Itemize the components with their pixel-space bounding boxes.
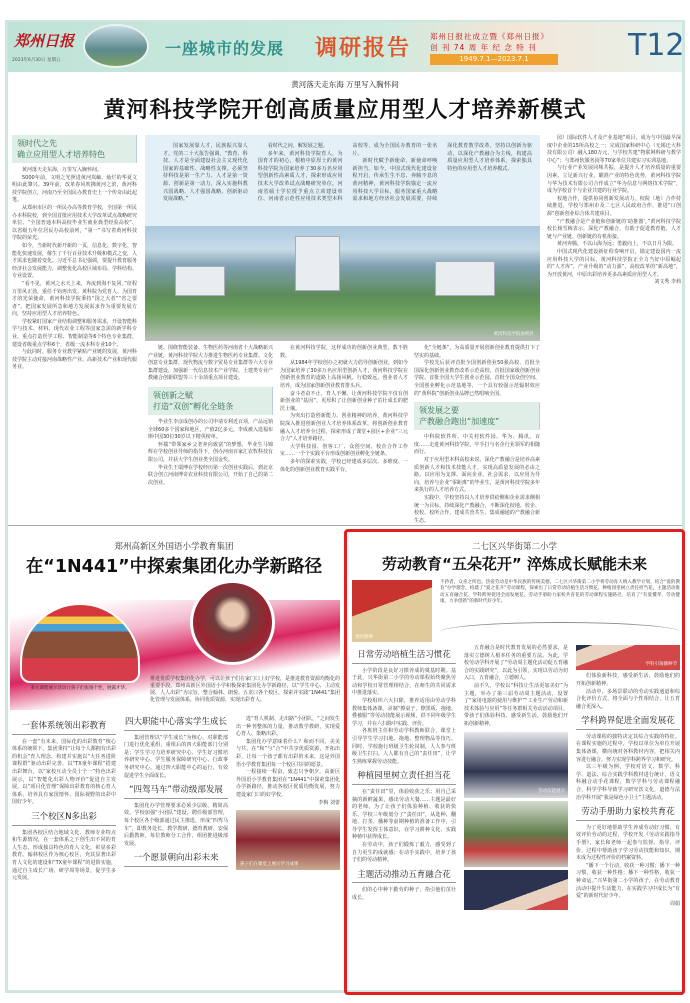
banner-slogan: 一座城市的发展 <box>165 39 285 58</box>
byline: 刘文秀 李莉 <box>654 279 681 286</box>
photo-caption: 爱的播种 <box>355 635 373 640</box>
campus-photo <box>145 226 540 341</box>
paragraph: 集团化办学管理要求必须少层级、精简高效。学校加强“小团队”建设，聘任级部管理，每个校区各个级部通过民主推选，形成“四驾马车”，即教务处长、教学教研、德育教研、安保后勤教师，每位教师分工合作，组团推进级部发展。 <box>124 802 228 847</box>
paragraph: 大学科技园、创客工厂、众创空间、校企合作工作室……一个个实践平台形成创新创业孵化全链条。 <box>280 443 408 458</box>
subheading: 四大职能中心落实学生成长 <box>124 716 228 731</box>
article-headline: 劳动教育“五朵花开” 淬炼成长赋能未来 <box>382 555 647 573</box>
planting-photo <box>352 580 432 642</box>
section-heading: 领发展之要 产教融合跑出“加速度” <box>414 402 540 430</box>
paragraph: 学校先后获评首批全国创新创业50强高校、首批全国深化创新创业教育改革示范高校、首批国家级创新创业学院、首批全国大学生创业示范园、首批全国众创空间、全国创业孵化示范基地等，一个具有较强示范辐射效应的“黄科院”创新创业品牌已然唱响全国。 <box>414 360 540 397</box>
decorative-curve <box>440 622 680 642</box>
paragraph: 校地合作，提供协同创新发展动力。校院（地）合作持续推进，学校与郑州市及二七区人民政府合作，推进“口创源”创新创业综合体共建项目。 <box>547 195 681 217</box>
paragraph: 与此同时，服务专业教学紧贴产业链的发展，黄河科技学院主动对接河南战略性产业、高新技术产业和现代服务业。 <box>12 349 138 371</box>
city-skyline-image <box>83 24 149 68</box>
teachers-group-photo <box>190 580 275 665</box>
article-kicker: 黄河落天走东海 万里写入胸怀间 <box>291 80 399 89</box>
paragraph: 五育融合是时代教育发展的必然要求，是落实立德树人根本任务的重要方法。为此，学校劳动学科开展了“劳动周主题化活动促五育融合的实践研究”，以此为引领，实现以劳动为切入口，五育融合，立德树人。 <box>464 645 568 682</box>
paragraph: 国家发展靠人才，民族振兴靠人才。党的二十大报告强调，“教育、科技、人才是全面建设社会主义现代化国家的基础性、战略性支撑。必须坚持科技是第一生产力、人才是第一资源、创新是第一动力，深入实施科教兴国战略、人才强国战略、创新驱动发展战略。” <box>163 143 248 203</box>
paragraph: 黄河奔腾，不以山海为远；勇毅向上，不以日月为限。 <box>557 241 678 248</box>
subheading: 种植园里树立责任担当花 <box>352 770 456 785</box>
photo-caption: 劳动技能展示 <box>538 788 565 794</box>
paragraph: “产教融合是产业链和创新链的‘助推器’，”黄河科技学院校长杨雪梅表示，深化产教融合，有助于促进教育链、人才链与产业链、创新链的有机衔接。 <box>547 218 681 240</box>
article-column <box>414 345 540 524</box>
subheading: 学科跨界促进全面发展花 <box>576 715 680 730</box>
paragraph: 为了更好地帮助学生养成劳动好习惯，有效评价劳动的过程，学校开发《劳动实践指导手册》，家长和老师一起参与监督、指导、评价，过程中帮助孩子学习劳动技能和知识，期末成为过程性评价的档案资料。 <box>576 824 680 862</box>
photo-caption: 孩子们在课堂上展示学习成果 <box>240 861 299 867</box>
article-body <box>12 716 340 988</box>
paragraph: “看不见，黄河之水天上来，奔流到海不复回。”征程万里风正劲，重任千钧再出发。黄科院为党育人、为国育才的光荣使命，黄河科技学院秉持“国之大者”“省之要者”，把国家发展所急和地方发展需求作为重要发展方向，坚持应用型人才培养特色。 <box>12 280 138 318</box>
byline: 周娟 <box>669 900 680 907</box>
subheading: 一个愿景朝向出彩未来 <box>124 852 228 867</box>
paragraph: 在“责任田”里，体验收获之乐；用自己采摘的新鲜蔬果，感出劳动大餐……主题是最好的老师。为了让孩子们体验种植、收获的快乐，学校三年级划分了“责任田”，从选种、翻地、打垄、播种等前期种植的准备工作中，引导学生发挥主体意识，在学习耕种文化、实践种植中获得成长。 <box>352 788 456 841</box>
section-heading: 领时代之先 确立应用型人才培养特色 <box>12 135 137 163</box>
page-number: T12 <box>628 28 685 63</box>
paragraph: 5000年前，文明之光照进黄河岚岫，灿烂的华夏文明由此肇兴。39年前，改革春风吹拂黄河之滨，黄河科技学院创立，河南乃至全国民办教育史上一个传奇由此起笔。 <box>12 174 138 204</box>
paragraph: 小学阶段是良好习惯养成的奠基时期。基于此，兴华街第二小学的劳动课程始终聚焦劳动和学校日常管理相结合，在师生的共同需求中推进落实。 <box>352 667 456 697</box>
paragraph: 链、围绕智能装备、生物医药等河南省十大战略新兴产业链，黄河科技学院大力推进生物医药专业集群、文化创意专业集群、现代物流与数字贸易专业集群等六大专业集群建设，加强新一代信息技术产业学院、土建类专业产教融合创新联盟等三十余项重点项目建设。 <box>148 345 274 382</box>
paragraph: 在一套“有未来、国际化的出彩教育”核心体系的统领下，集团秉持“让每个人都拥有出彩的机会”育人理念，构建并实施以“大任务进阶课程群”驱动出彩完善，以“TX童年课程”搭建出彩舞台，以“家校互动全员十个一”特色出彩展示，以“智能化出彩人物评价”促进自主发展，以“项目化管理”保障出彩教育的核心育人体系，培养具有家国情怀、国际视野的出彩中国好少年。 <box>12 738 116 806</box>
paragraph: 园）国际软件人才及产业基地”项目，成为与中国最早深度中企业的15所高校之一；完成国家科研中心（无锡迁大科技有限公司）融入180万元，与学校共建“物联网科研与教学中心”；与郑州软服务园等70家单位共建实习实训基地。 <box>547 135 681 164</box>
paragraph: 从郑州市区的一所民办高等教育学校，全国第一所民办本科院校，到全国首批应用技术大学改革试点战略研究单位、“全国普通本科高校毕业生就业典型经验高校”、以省级五年位居民办高校前列，“第一”书写着黄河科技学院的荣光。 <box>12 204 138 242</box>
article-kicker: 郑州高新区外国语小学教育集团 <box>114 542 234 552</box>
paragraph: 多年来，黄河科技学院育人，为国育才的初心，根植中原厚土的黄河科技学院为国家培养了30多万名应用型创新性高素质人才，探索形成应用技术大学改革试点战略研究单位、河南省硕士学位授予重点立项建设单位、河南省示范性应用技术类型本科高校等，成为全国民办教育的一张名片。 <box>257 143 438 203</box>
issue-date: 2023年6月30日 星期五 <box>12 58 61 63</box>
paragraph: 前不久，学校以“科技让生活更加美好”为主题，举办了第三届劳动周主题活动，设置了“家用电器的使用与维护”“工业生产劳动和新技术体验与应用”等任务群相关劳动活动项目，带孩子们体验科技、感受新生活，鼓励他们开拓创新精神。 <box>464 682 568 727</box>
anniversary-dates: 1949.7.1—2023.7.1 <box>430 54 558 65</box>
subheading: 三个校区N多出彩 <box>12 811 116 826</box>
paragraph: 对于应用型本科高校来说，深化产教融合是培养高素质创新人才和技术技能人才，实现高质量发展的必由之路。以应用为支撑、面向企业、社会需求、以应用为导向、培养与企业“零距离”的毕业生，是黄河科技学院多年来执行的人才培养方式。 <box>414 456 540 494</box>
paragraph: 在劳动中，孩子们锻炼了毅力，感受到了自力更生的成就感；在动手实践中，培养了孩子们的劳动精神。 <box>352 842 456 864</box>
paragraph: 毕业生李彦成创办的公司申请专利近百项，产品远销全球60多个国家和地区，产值2亿多元，李成被入选福布斯中国30位30岁以下精英榜单。 <box>148 418 274 441</box>
paragraph: 奋斗者奋不止，育人不懈。让黄河科技学院不仅有创新创业的“基因”，更厚积了让创新创业种子茁壮成长的肥沃土壤。 <box>280 390 408 412</box>
subheading: 主题活动推动五育融合花 <box>352 869 456 884</box>
paragraph: 们的心中种下勤劳的种子，指引他们茁壮成长。 <box>352 887 456 902</box>
paragraph: 中科院软件所、中关村软件园、华为、腾讯、百度……走进黄河科技学院，牢手打与名企行业领军的相随而行。 <box>414 434 540 456</box>
article-column <box>148 345 273 520</box>
paragraph: 怀揣“带领家乡父老奔向致富”的梦想，毕业生马锦辉在学校创业导师的指导下，创办河南百家汇农牧科技有限公司，并获大学生创业类全国金奖。 <box>148 441 274 463</box>
paragraph: 集团各校区结合地域文化、教师专业特点和生源情况，在一套体系之下创生出不同的育人生态，形成独具特色的育人文化，彰显多彩教育。翰林校区作为核心校区，充其显著出彩育人文化的建设和“TX童年课程”的进阶实施，通过自主成长广场、研学周等场景，促学生多元发展。 <box>12 829 116 882</box>
anniversary-line: 创 刊 74 周 年 纪 念 特 刊 <box>430 43 537 52</box>
banner-title: 调研报告 <box>315 36 412 61</box>
activity-photo <box>464 732 568 798</box>
section-heading: 领创新之赋 打造“双创”孵化全链条 <box>148 387 273 415</box>
anniversary-line: 郑州日报社成立暨《郑州日报》 <box>430 32 549 41</box>
paragraph: 劳动课程的独特决定其综合实践的特征。在课程实施的过程中，学校以单位为单位开展集体备课，横向统对各科教材内容，把相关内容进行融合，努力实现学科跨界学习和研究。 <box>576 733 680 763</box>
paragraph: 中国式现代化建设新征程奏响开启，锚定建设国内一流应用科技大学的目标，黄河科技学院正全力当好中原崛起的“人才库”、产业升级的“动力源”、高校改革的“新高地”，为开放黄河，中原出彩培养更多高素质应用型人才。 <box>547 248 681 278</box>
paragraph: 多年的探索实践，学校已经建成多层次、多维度、一体化的创新创业教育实践平台。 <box>280 458 408 473</box>
paragraph: 集团化办学意味着什么？和而不同、美美与共，在“和”与“合”中共享优质资源，开拓出彩，让每一个孩子都有出彩的未来，这是外国语小学教育集团每一个校区共同的愿景。 <box>236 738 340 768</box>
garden-photo <box>464 801 568 867</box>
paragraph: 黄河落天走东海，万里写入胸怀间。 <box>22 167 103 173</box>
subheading: 劳动手册助力家校共育花 <box>576 806 680 821</box>
article-lead: 不矜者，众喜之所也。热爱劳动是中华民族的传统美德。二七区兴华街第二小学将劳动育人纳入教学计划，结合“爱的教育”办学理念，构建了“爱之花开”劳动课程，探索出了日常劳动培植生活习惯花、种植园里树立责任担当花、主题活动推动五育融合花、学科跨界促进全面发展花、劳动手册助力家校共育花的劳动课程实施路径，培育了“有爱懂孝、劳动健康、力争创新”的新时代好少年。 <box>440 580 680 604</box>
paragraph: 实践中，学校坚持以人才培养供给侧和企业需求侧相统一为目标，持续深化产教融合，不断深化校地、校企、校校、校所合作，建成共营共生、集成融通的产教融合新生态。 <box>414 494 540 524</box>
paragraph: 们体验新科技，感受新生活，鼓励他们的开拓创新精神。 <box>576 673 680 687</box>
article-body <box>352 645 680 987</box>
article-column <box>280 345 408 520</box>
subheading: 日常劳动培植生活习惯花 <box>352 649 456 664</box>
article-headline: 黄河科技学院开创高质量应用型人才培养新模式 <box>103 98 587 123</box>
subheading: 一套体系统领出彩教育 <box>12 720 116 735</box>
paragraph: 如今，当新时代新开新的一页，信息化、数字化、智能化快速发展，催生了千行百业技术升级和模式之变，人才需求也随着变化。习近平总书记强调，要提升教育服务经济社会发展能力，调整优化高校区域布局、学科结构、专业设置。 <box>12 242 138 280</box>
paragraph: 化“全链条”，为高质量开展创新创业教育提供打下了坚实的基础。 <box>414 345 540 359</box>
newspaper-logo: 郑州日报 <box>14 32 75 50</box>
article-lead: 推进优质学校集团化办学，可以让孩子们在家门口上好学校，是推进教育资源均衡化的重要手段。郑州高新区外国语小学积极探索集团化办学新路径，以“学生中心、主动发展、人人出彩”为宗旨，整合翰林、朗悦、五龙口各个校区，探索并实践“1N441”集团化管理与发展体系，协同优质资源，实现出彩育人。 <box>150 676 341 703</box>
paragraph: 毕业生王瑞博在学校经历第一次创业实践后，到北京联合创立河南博奇农业科技有限公司，开始了自己的第二次创业。 <box>148 464 274 486</box>
paragraph: 新时代赋予新使命，新使命呼唤新担当。如今，中国式现代化建设征程开启，传承生生不息、奔腾不息的黄河精神，黄河科技学院锚定一流应用科技大学目标，服务国家重大战略需求和地方经济社会发展需要，持续深化教育教学改革，坚持以创新为驱动，以深化产教融合为主线，构建高质量应用型人才培养体系，探索独具特色的应用型人才培养模式。 <box>352 143 532 203</box>
subheading: “四驾马车”带动级部发展 <box>124 784 228 799</box>
paragraph: 看时代之问，解发展之题。 <box>267 143 328 149</box>
paragraph: 集团管理以“学生成长”为核心，对职能部门进行优化重组，重组后的四大职能部门分别是：学生学习力培养研究中心、学生好习惯培养研究中心、学生服务保障研究中心、行政事务研究中心。通过四大职能中心的运行，有效促进学生全面成长。 <box>124 734 228 779</box>
article-column <box>547 135 681 520</box>
classroom-photo <box>236 810 340 870</box>
photo-caption: 黄河科技学院南校区 <box>493 332 534 337</box>
paragraph: 与行业产业发展同频共振，是提升人才培养质量的重要因素。立足新兴行业，瞄准产业的特色优势，黄河科技学院与华为技术有限公司合作成立“华为信息与网络技术学院”，成为学校首个与企业共建的行业学院。 <box>547 165 681 195</box>
paragraph: 从1984年学校创办之初就大力倡导创新创业，到如今为国家培养了30多万名应用型创新人才，黄河科技学院在创新创业教育的道路上高扬风帆、行稳致远，创业者人才培养，成为国家创新创业教育排头兵。 <box>280 360 408 389</box>
paragraph: 各班班主任和劳动学科教师联合，课堂上引导学生学习扫地、拖地、整理物品等技巧。同时，学校施行班级卫生轮岗制，人人参与班级卫生打扫，人人都有自己的“责任田”，让学生熟练掌握劳动技能。 <box>352 728 456 765</box>
article-headline: 在“1N441”中探索集团化办学新路径 <box>25 557 323 577</box>
paragraph: 学校组织六大扫除，推荐适用由劳动学科教师集体备课，录制“擦桌子、擦黑板、拖地、叠被服”等劳动技能展示视频，供不同年级学生学习，并在六扫除中实践、评价。 <box>352 697 456 727</box>
paragraph: 在黄河科技学院，这样成功的创新创业典型，数不胜数。 <box>280 345 408 359</box>
section-divider <box>8 525 682 526</box>
paragraph: 一程接续一程奋，致志只争朝夕。高新区外国语小学教育集团在“1N441”中探索集团化办学新路径，推动各校区优质均衡发展，努力建设家门口的好学校。 <box>236 769 340 798</box>
article-column <box>12 135 137 520</box>
paragraph: 以三年级为例，学校对语文、数学、科学、道法、综合实践学科教材进行统计，语文科融合动手花课程，数学学科与劳动课程融合，科学学科导致学习研究饮文化，道德与法治学科开展“我是绿色小卫士”主题活动。 <box>576 764 680 801</box>
article-intro <box>145 135 540 227</box>
paragraph: 学校紧盯国家产业结构调整和服务需求，开设智能科学与技术、材料、现代农业工程等国家急需的新学科专业，重点打造医学工程、智能制造等6个特色专业集群，建设省级重点学科6个，省级一流本科专业10个。 <box>12 318 138 348</box>
paragraph: “播下一个行动，收获一种习惯；播下一种习惯，收获一种性格；播下一种性格，收获一种命运。”兴华街第二小学的孩子，在劳动教育活动中提升生活能力，在实践学习中成长为“有爱”的新时代好少年。 <box>576 862 680 900</box>
paragraph: 活动中，多场景联动的劳动实践通道和综合化评价方式，将全面与个性相结合，让五育融合更深入。 <box>576 688 680 710</box>
paragraph: 选“育人机制、走出路”小团队，“之间发生出一种刊整体的力量，推动教学教研，实现爱心育人、策略出彩。 <box>236 716 340 738</box>
article-kicker: 二七区兴华街第二小学 <box>471 542 557 552</box>
photo-caption: 学科引领播种节 <box>645 661 677 667</box>
photo-caption: 多元课程展示活动让孩子们张扬个性，展露才华。 <box>30 686 130 691</box>
byline: 李梅 刘蕾 <box>318 799 340 806</box>
paragraph: 为突出打造创新能力、创业精神的培养，黄河科技学院深入推进创新创业人才培养体系改革，将创新创业教育融入人才培养全过程，探索形成了课堂+园区+企业“三元合力”人才培养路径。 <box>280 413 408 443</box>
